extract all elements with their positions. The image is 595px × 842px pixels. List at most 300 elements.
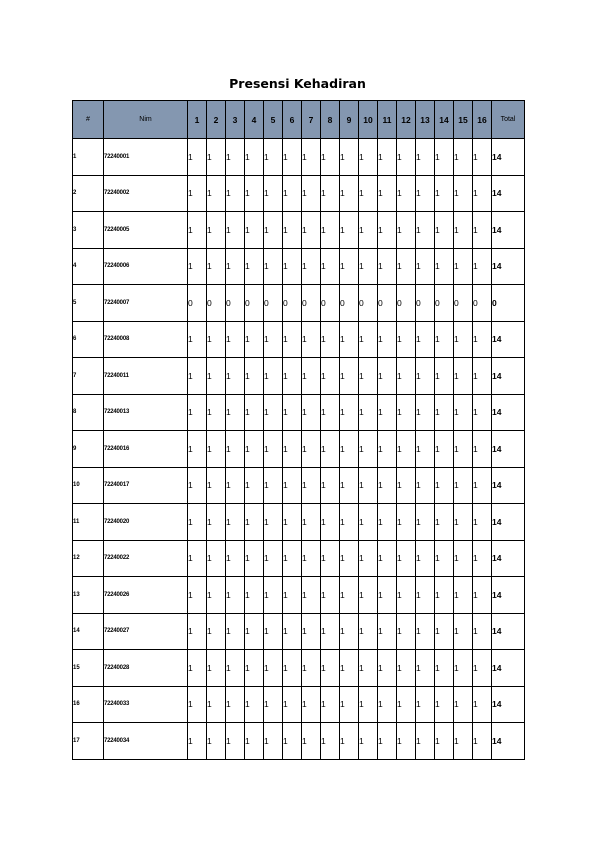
attendance-cell: 1 bbox=[207, 358, 226, 395]
attendance-cell: 1 bbox=[302, 650, 321, 687]
attendance-cell: 1 bbox=[454, 686, 473, 723]
attendance-cell: 1 bbox=[188, 540, 207, 577]
attendance-cell: 1 bbox=[245, 248, 264, 285]
attendance-cell: 1 bbox=[454, 248, 473, 285]
attendance-cell: 1 bbox=[226, 540, 245, 577]
attendance-cell: 1 bbox=[264, 613, 283, 650]
student-nim: 72240017 bbox=[104, 467, 188, 504]
attendance-cell: 1 bbox=[359, 686, 378, 723]
attendance-cell: 1 bbox=[207, 431, 226, 468]
attendance-cell: 1 bbox=[283, 212, 302, 249]
attendance-cell: 1 bbox=[321, 139, 340, 176]
attendance-cell: 1 bbox=[473, 577, 492, 614]
attendance-cell: 1 bbox=[226, 358, 245, 395]
attendance-cell: 0 bbox=[188, 285, 207, 322]
attendance-cell: 1 bbox=[188, 504, 207, 541]
attendance-cell: 1 bbox=[378, 686, 397, 723]
student-nim: 72240022 bbox=[104, 540, 188, 577]
attendance-cell: 1 bbox=[245, 577, 264, 614]
attendance-cell: 1 bbox=[340, 175, 359, 212]
attendance-cell: 1 bbox=[340, 248, 359, 285]
attendance-cell: 1 bbox=[245, 467, 264, 504]
attendance-cell: 1 bbox=[378, 540, 397, 577]
attendance-cell: 1 bbox=[264, 431, 283, 468]
attendance-cell: 1 bbox=[340, 212, 359, 249]
header-meeting-14: 14 bbox=[435, 101, 454, 139]
attendance-cell: 1 bbox=[321, 321, 340, 358]
attendance-cell: 1 bbox=[207, 577, 226, 614]
attendance-cell: 1 bbox=[226, 650, 245, 687]
header-meeting-4: 4 bbox=[245, 101, 264, 139]
attendance-cell: 1 bbox=[397, 248, 416, 285]
attendance-cell: 0 bbox=[359, 285, 378, 322]
attendance-cell: 1 bbox=[302, 358, 321, 395]
attendance-cell: 1 bbox=[416, 577, 435, 614]
table-row bbox=[73, 613, 525, 650]
attendance-cell: 1 bbox=[416, 540, 435, 577]
attendance-total: 14 bbox=[492, 321, 525, 358]
attendance-cell: 1 bbox=[283, 540, 302, 577]
attendance-cell: 1 bbox=[378, 577, 397, 614]
attendance-total: 14 bbox=[492, 394, 525, 431]
attendance-cell: 1 bbox=[207, 504, 226, 541]
attendance-cell: 1 bbox=[397, 504, 416, 541]
attendance-cell: 1 bbox=[321, 613, 340, 650]
attendance-cell: 0 bbox=[454, 285, 473, 322]
attendance-cell: 1 bbox=[454, 540, 473, 577]
attendance-cell: 1 bbox=[340, 686, 359, 723]
attendance-cell: 1 bbox=[207, 175, 226, 212]
attendance-cell: 1 bbox=[435, 358, 454, 395]
row-number: 14 bbox=[73, 613, 104, 650]
table-row bbox=[73, 394, 525, 431]
attendance-cell: 1 bbox=[340, 431, 359, 468]
attendance-cell: 1 bbox=[245, 650, 264, 687]
attendance-cell: 1 bbox=[207, 723, 226, 760]
header-index: # bbox=[73, 101, 104, 139]
attendance-cell: 1 bbox=[435, 686, 454, 723]
attendance-cell: 1 bbox=[378, 139, 397, 176]
attendance-cell: 1 bbox=[302, 467, 321, 504]
header-meeting-15: 15 bbox=[454, 101, 473, 139]
attendance-cell: 0 bbox=[302, 285, 321, 322]
attendance-cell: 1 bbox=[454, 577, 473, 614]
attendance-cell: 1 bbox=[397, 577, 416, 614]
attendance-cell: 1 bbox=[283, 650, 302, 687]
attendance-cell: 1 bbox=[397, 358, 416, 395]
attendance-cell: 1 bbox=[207, 650, 226, 687]
attendance-cell: 1 bbox=[321, 504, 340, 541]
attendance-cell: 1 bbox=[473, 139, 492, 176]
header-meeting-9: 9 bbox=[340, 101, 359, 139]
attendance-cell: 1 bbox=[283, 723, 302, 760]
attendance-cell: 1 bbox=[454, 467, 473, 504]
student-nim: 72240013 bbox=[104, 394, 188, 431]
row-number: 8 bbox=[73, 394, 104, 431]
row-number: 13 bbox=[73, 577, 104, 614]
attendance-total: 14 bbox=[492, 723, 525, 760]
student-nim: 72240034 bbox=[104, 723, 188, 760]
attendance-cell: 1 bbox=[245, 358, 264, 395]
row-number: 4 bbox=[73, 248, 104, 285]
student-nim: 72240002 bbox=[104, 175, 188, 212]
attendance-total: 14 bbox=[492, 175, 525, 212]
attendance-cell: 1 bbox=[226, 723, 245, 760]
attendance-total: 14 bbox=[492, 540, 525, 577]
attendance-cell: 1 bbox=[378, 248, 397, 285]
attendance-cell: 1 bbox=[226, 613, 245, 650]
attendance-cell: 1 bbox=[302, 723, 321, 760]
attendance-cell: 1 bbox=[207, 321, 226, 358]
attendance-cell: 0 bbox=[321, 285, 340, 322]
attendance-total: 14 bbox=[492, 577, 525, 614]
header-meeting-7: 7 bbox=[302, 101, 321, 139]
attendance-cell: 1 bbox=[378, 358, 397, 395]
attendance-cell: 1 bbox=[321, 394, 340, 431]
attendance-cell: 1 bbox=[321, 212, 340, 249]
page-title: Presensi Kehadiran bbox=[229, 76, 366, 91]
row-number: 6 bbox=[73, 321, 104, 358]
attendance-cell: 1 bbox=[359, 467, 378, 504]
attendance-cell: 1 bbox=[188, 321, 207, 358]
attendance-cell: 1 bbox=[302, 686, 321, 723]
attendance-cell: 1 bbox=[226, 686, 245, 723]
attendance-cell: 1 bbox=[416, 723, 435, 760]
attendance-cell: 1 bbox=[207, 394, 226, 431]
attendance-cell: 1 bbox=[188, 394, 207, 431]
attendance-total: 14 bbox=[492, 467, 525, 504]
attendance-cell: 1 bbox=[359, 139, 378, 176]
attendance-cell: 1 bbox=[283, 577, 302, 614]
attendance-cell: 1 bbox=[416, 212, 435, 249]
attendance-cell: 1 bbox=[321, 175, 340, 212]
row-number: 17 bbox=[73, 723, 104, 760]
attendance-cell: 1 bbox=[226, 139, 245, 176]
attendance-cell: 1 bbox=[378, 321, 397, 358]
attendance-cell: 1 bbox=[435, 723, 454, 760]
attendance-cell: 1 bbox=[321, 577, 340, 614]
attendance-cell: 1 bbox=[378, 467, 397, 504]
attendance-cell: 1 bbox=[302, 321, 321, 358]
attendance-cell: 1 bbox=[207, 686, 226, 723]
attendance-cell: 1 bbox=[207, 248, 226, 285]
attendance-total: 14 bbox=[492, 248, 525, 285]
attendance-cell: 1 bbox=[321, 248, 340, 285]
attendance-cell: 1 bbox=[454, 431, 473, 468]
attendance-cell: 1 bbox=[245, 540, 264, 577]
attendance-cell: 1 bbox=[226, 467, 245, 504]
attendance-cell: 0 bbox=[473, 285, 492, 322]
attendance-cell: 1 bbox=[378, 613, 397, 650]
attendance-cell: 1 bbox=[264, 686, 283, 723]
attendance-cell: 1 bbox=[378, 650, 397, 687]
student-nim: 72240011 bbox=[104, 358, 188, 395]
attendance-cell: 1 bbox=[226, 431, 245, 468]
attendance-cell: 1 bbox=[473, 540, 492, 577]
header-meeting-1: 1 bbox=[188, 101, 207, 139]
attendance-cell: 1 bbox=[454, 613, 473, 650]
attendance-cell: 1 bbox=[340, 394, 359, 431]
attendance-cell: 1 bbox=[397, 175, 416, 212]
attendance-cell: 1 bbox=[321, 686, 340, 723]
table-row bbox=[73, 175, 525, 212]
attendance-cell: 0 bbox=[397, 285, 416, 322]
attendance-cell: 1 bbox=[302, 175, 321, 212]
attendance-cell: 1 bbox=[473, 467, 492, 504]
attendance-cell: 0 bbox=[283, 285, 302, 322]
attendance-cell: 1 bbox=[283, 358, 302, 395]
table-row bbox=[73, 723, 525, 760]
student-nim: 72240005 bbox=[104, 212, 188, 249]
attendance-cell: 1 bbox=[302, 139, 321, 176]
attendance-cell: 1 bbox=[359, 175, 378, 212]
student-nim: 72240007 bbox=[104, 285, 188, 322]
attendance-cell: 1 bbox=[454, 650, 473, 687]
attendance-cell: 1 bbox=[302, 613, 321, 650]
attendance-cell: 1 bbox=[245, 139, 264, 176]
attendance-cell: 1 bbox=[283, 139, 302, 176]
attendance-cell: 1 bbox=[321, 650, 340, 687]
attendance-cell: 1 bbox=[473, 613, 492, 650]
attendance-cell: 1 bbox=[207, 139, 226, 176]
row-number: 9 bbox=[73, 431, 104, 468]
attendance-cell: 1 bbox=[454, 358, 473, 395]
attendance-cell: 1 bbox=[473, 248, 492, 285]
attendance-cell: 1 bbox=[245, 686, 264, 723]
attendance-cell: 1 bbox=[397, 613, 416, 650]
attendance-cell: 1 bbox=[435, 467, 454, 504]
attendance-table bbox=[72, 100, 525, 760]
attendance-cell: 1 bbox=[321, 358, 340, 395]
attendance-cell: 1 bbox=[264, 540, 283, 577]
attendance-cell: 0 bbox=[245, 285, 264, 322]
row-number: 15 bbox=[73, 650, 104, 687]
attendance-cell: 1 bbox=[340, 139, 359, 176]
attendance-cell: 1 bbox=[302, 431, 321, 468]
attendance-cell: 1 bbox=[302, 394, 321, 431]
attendance-cell: 1 bbox=[416, 686, 435, 723]
attendance-cell: 1 bbox=[264, 212, 283, 249]
attendance-cell: 1 bbox=[359, 504, 378, 541]
header-meeting-12: 12 bbox=[397, 101, 416, 139]
attendance-cell: 1 bbox=[264, 358, 283, 395]
attendance-total: 14 bbox=[492, 431, 525, 468]
attendance-cell: 1 bbox=[207, 467, 226, 504]
attendance-cell: 1 bbox=[340, 723, 359, 760]
attendance-cell: 1 bbox=[416, 467, 435, 504]
attendance-cell: 1 bbox=[264, 175, 283, 212]
student-nim: 72240006 bbox=[104, 248, 188, 285]
attendance-cell: 1 bbox=[435, 248, 454, 285]
attendance-cell: 1 bbox=[264, 467, 283, 504]
attendance-cell: 0 bbox=[378, 285, 397, 322]
row-number: 3 bbox=[73, 212, 104, 249]
attendance-cell: 1 bbox=[359, 212, 378, 249]
attendance-cell: 1 bbox=[340, 540, 359, 577]
attendance-cell: 1 bbox=[188, 577, 207, 614]
attendance-cell: 1 bbox=[302, 248, 321, 285]
attendance-cell: 1 bbox=[188, 139, 207, 176]
attendance-cell: 1 bbox=[397, 394, 416, 431]
attendance-cell: 0 bbox=[207, 285, 226, 322]
attendance-cell: 1 bbox=[302, 577, 321, 614]
attendance-cell: 1 bbox=[283, 321, 302, 358]
attendance-cell: 1 bbox=[340, 504, 359, 541]
table-row bbox=[73, 686, 525, 723]
table-row bbox=[73, 467, 525, 504]
student-nim: 72240033 bbox=[104, 686, 188, 723]
attendance-cell: 1 bbox=[245, 431, 264, 468]
attendance-total: 14 bbox=[492, 358, 525, 395]
attendance-cell: 1 bbox=[397, 540, 416, 577]
attendance-cell: 1 bbox=[359, 394, 378, 431]
attendance-cell: 0 bbox=[264, 285, 283, 322]
attendance-cell: 1 bbox=[378, 504, 397, 541]
attendance-cell: 1 bbox=[302, 540, 321, 577]
attendance-cell: 1 bbox=[416, 394, 435, 431]
attendance-cell: 1 bbox=[188, 723, 207, 760]
student-nim: 72240008 bbox=[104, 321, 188, 358]
attendance-cell: 1 bbox=[416, 139, 435, 176]
attendance-cell: 1 bbox=[188, 358, 207, 395]
attendance-cell: 1 bbox=[264, 650, 283, 687]
attendance-cell: 1 bbox=[473, 394, 492, 431]
attendance-cell: 1 bbox=[454, 321, 473, 358]
attendance-cell: 1 bbox=[359, 723, 378, 760]
attendance-cell: 1 bbox=[188, 686, 207, 723]
attendance-cell: 1 bbox=[188, 467, 207, 504]
attendance-cell: 1 bbox=[435, 613, 454, 650]
attendance-cell: 1 bbox=[473, 723, 492, 760]
attendance-cell: 1 bbox=[226, 394, 245, 431]
attendance-cell: 1 bbox=[416, 613, 435, 650]
attendance-cell: 1 bbox=[397, 212, 416, 249]
attendance-cell: 1 bbox=[416, 175, 435, 212]
attendance-cell: 1 bbox=[435, 650, 454, 687]
attendance-cell: 1 bbox=[416, 321, 435, 358]
table-row bbox=[73, 212, 525, 249]
attendance-cell: 1 bbox=[264, 723, 283, 760]
attendance-cell: 1 bbox=[435, 139, 454, 176]
attendance-cell: 1 bbox=[359, 650, 378, 687]
attendance-cell: 1 bbox=[359, 540, 378, 577]
attendance-cell: 1 bbox=[435, 212, 454, 249]
attendance-cell: 1 bbox=[321, 723, 340, 760]
header-meeting-5: 5 bbox=[264, 101, 283, 139]
attendance-cell: 1 bbox=[416, 650, 435, 687]
attendance-cell: 1 bbox=[226, 321, 245, 358]
attendance-cell: 1 bbox=[435, 431, 454, 468]
header-total: Total bbox=[492, 101, 525, 139]
attendance-cell: 1 bbox=[473, 212, 492, 249]
attendance-cell: 1 bbox=[207, 540, 226, 577]
table-header-row bbox=[73, 101, 525, 139]
attendance-cell: 1 bbox=[359, 577, 378, 614]
row-number: 1 bbox=[73, 139, 104, 176]
attendance-cell: 1 bbox=[435, 394, 454, 431]
attendance-cell: 1 bbox=[340, 467, 359, 504]
attendance-cell: 1 bbox=[226, 504, 245, 541]
attendance-cell: 1 bbox=[473, 431, 492, 468]
attendance-cell: 1 bbox=[283, 248, 302, 285]
attendance-cell: 1 bbox=[473, 504, 492, 541]
row-number: 5 bbox=[73, 285, 104, 322]
table-row bbox=[73, 248, 525, 285]
attendance-cell: 1 bbox=[188, 248, 207, 285]
attendance-total: 14 bbox=[492, 504, 525, 541]
attendance-cell: 1 bbox=[245, 175, 264, 212]
attendance-cell: 1 bbox=[207, 212, 226, 249]
table-row bbox=[73, 504, 525, 541]
student-nim: 72240027 bbox=[104, 613, 188, 650]
header-meeting-11: 11 bbox=[378, 101, 397, 139]
attendance-cell: 1 bbox=[397, 139, 416, 176]
attendance-cell: 1 bbox=[321, 467, 340, 504]
attendance-cell: 1 bbox=[264, 248, 283, 285]
attendance-cell: 1 bbox=[473, 175, 492, 212]
attendance-cell: 1 bbox=[416, 504, 435, 541]
row-number: 2 bbox=[73, 175, 104, 212]
attendance-cell: 1 bbox=[435, 540, 454, 577]
attendance-cell: 1 bbox=[378, 723, 397, 760]
attendance-cell: 1 bbox=[264, 394, 283, 431]
table-row bbox=[73, 431, 525, 468]
table-row bbox=[73, 650, 525, 687]
student-nim: 72240026 bbox=[104, 577, 188, 614]
attendance-cell: 1 bbox=[416, 248, 435, 285]
table-row bbox=[73, 540, 525, 577]
attendance-cell: 1 bbox=[188, 212, 207, 249]
attendance-cell: 1 bbox=[454, 504, 473, 541]
attendance-cell: 0 bbox=[340, 285, 359, 322]
attendance-cell: 1 bbox=[454, 723, 473, 760]
attendance-cell: 1 bbox=[454, 139, 473, 176]
row-number: 16 bbox=[73, 686, 104, 723]
attendance-cell: 1 bbox=[245, 321, 264, 358]
attendance-cell: 1 bbox=[359, 321, 378, 358]
header-meeting-2: 2 bbox=[207, 101, 226, 139]
attendance-cell: 1 bbox=[283, 613, 302, 650]
header-meeting-16: 16 bbox=[473, 101, 492, 139]
attendance-cell: 1 bbox=[245, 504, 264, 541]
attendance-cell: 1 bbox=[188, 650, 207, 687]
attendance-cell: 1 bbox=[340, 358, 359, 395]
attendance-cell: 1 bbox=[283, 431, 302, 468]
attendance-total: 14 bbox=[492, 139, 525, 176]
attendance-cell: 1 bbox=[283, 686, 302, 723]
attendance-cell: 1 bbox=[340, 613, 359, 650]
attendance-cell: 1 bbox=[283, 467, 302, 504]
attendance-cell: 1 bbox=[435, 321, 454, 358]
attendance-cell: 1 bbox=[264, 504, 283, 541]
attendance-cell: 0 bbox=[435, 285, 454, 322]
attendance-total: 14 bbox=[492, 613, 525, 650]
attendance-cell: 1 bbox=[473, 650, 492, 687]
attendance-cell: 1 bbox=[359, 358, 378, 395]
attendance-cell: 1 bbox=[397, 321, 416, 358]
attendance-cell: 1 bbox=[264, 321, 283, 358]
attendance-cell: 1 bbox=[226, 577, 245, 614]
attendance-cell: 1 bbox=[283, 394, 302, 431]
attendance-cell: 1 bbox=[454, 175, 473, 212]
attendance-cell: 1 bbox=[454, 394, 473, 431]
attendance-cell: 1 bbox=[226, 175, 245, 212]
attendance-cell: 0 bbox=[226, 285, 245, 322]
attendance-total: 0 bbox=[492, 285, 525, 322]
table-body bbox=[73, 139, 525, 760]
table-row bbox=[73, 321, 525, 358]
attendance-cell: 1 bbox=[397, 467, 416, 504]
